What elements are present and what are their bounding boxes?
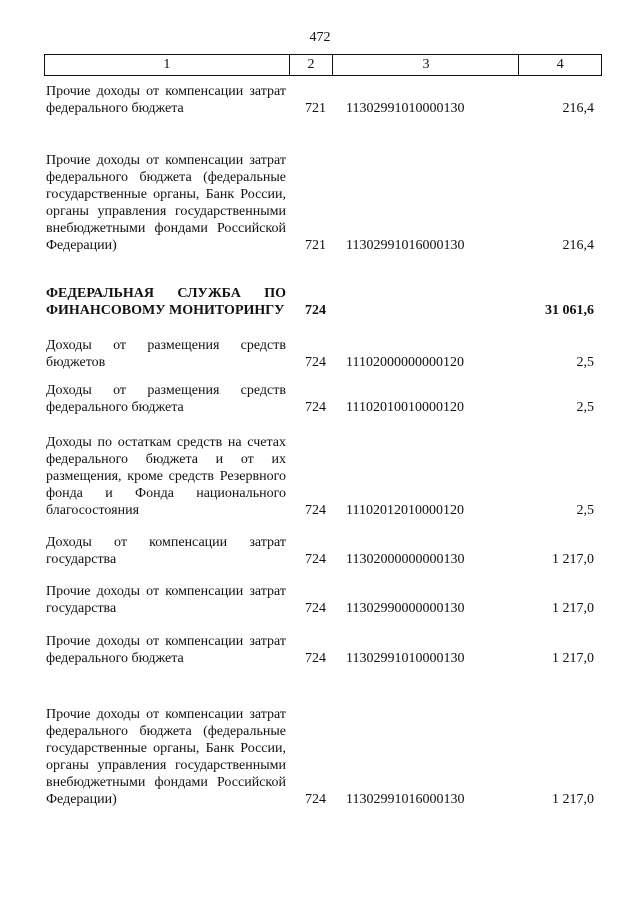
row-name: Прочие доходы от компенсации затрат федерального бюджета (федеральные государственные органы, Банк России, органы управления государственными внебюджетными фондами Российской Федерации)	[46, 153, 286, 253]
table-row	[46, 608, 594, 808]
row-name: Прочие доходы от компенсации затрат государства	[46, 584, 286, 616]
header-col-3: 3	[333, 55, 519, 75]
row-code: 724	[305, 355, 326, 370]
row-code: 724	[305, 651, 326, 666]
row-name: Прочие доходы от компенсации затрат федерального бюджета (федеральные государственные органы, Банк России, органы управления государственными внебюджетными фондами Российской Федерации)	[46, 707, 286, 807]
row-amount: 1 217,0	[552, 792, 594, 807]
row-kbk: 11102010010000120	[346, 400, 464, 415]
row-name: Прочие доходы от компенсации затрат федерального бюджета	[46, 634, 286, 666]
row-kbk: 11302000000000130	[346, 552, 465, 567]
row-amount: 31 061,6	[545, 303, 594, 318]
row-amount: 1 217,0	[552, 552, 594, 567]
row-kbk: 11302991016000130	[346, 238, 465, 253]
row-code: 721	[305, 101, 326, 116]
row-name: Доходы от компенсации затрат государства	[46, 535, 286, 567]
row-kbk: 11302990000000130	[346, 601, 465, 616]
header-col-4: 4	[556, 57, 564, 72]
header-col-1: 1	[45, 55, 290, 75]
row-amount: 1 217,0	[552, 651, 594, 666]
row-code: 724	[305, 503, 326, 518]
row-kbk: 11302991010000130	[346, 651, 465, 666]
row-kbk: 11302991016000130	[346, 792, 465, 807]
row-amount: 1 217,0	[552, 601, 594, 616]
row-code: 724	[305, 601, 326, 616]
row-code: 724	[305, 400, 326, 415]
row-code: 724	[305, 792, 326, 807]
row-kbk: 11302991010000130	[346, 101, 465, 116]
row-name: Доходы по остаткам средств на счетах федерального бюджета и от их размещения, кроме средств Резервного фонда и Фонда национального благосостояния	[46, 435, 286, 518]
row-code: 724	[305, 303, 326, 318]
row-name: Доходы от размещения средств бюджетов	[46, 338, 286, 370]
row-amount: 2,5	[576, 355, 594, 370]
row-kbk: 11102012010000120	[346, 503, 464, 518]
row-name: Доходы от размещения средств федерального бюджета	[46, 383, 286, 415]
row-amount: 216,4	[562, 101, 594, 116]
row-name: Прочие доходы от компенсации затрат федерального бюджета	[46, 84, 286, 116]
row-kbk: 11102000000000120	[346, 355, 464, 370]
header-col-2: 2	[290, 55, 334, 75]
row-amount: 216,4	[562, 238, 594, 253]
row-code: 721	[305, 238, 326, 253]
page-number: 472	[309, 30, 331, 45]
row-amount: 2,5	[576, 400, 594, 415]
row-code: 724	[305, 552, 326, 567]
row-name: ФЕДЕРАЛЬНАЯ СЛУЖБА ПО ФИНАНСОВОМУ МОНИТОРИНГУ	[46, 286, 286, 318]
row-amount: 2,5	[576, 503, 594, 518]
